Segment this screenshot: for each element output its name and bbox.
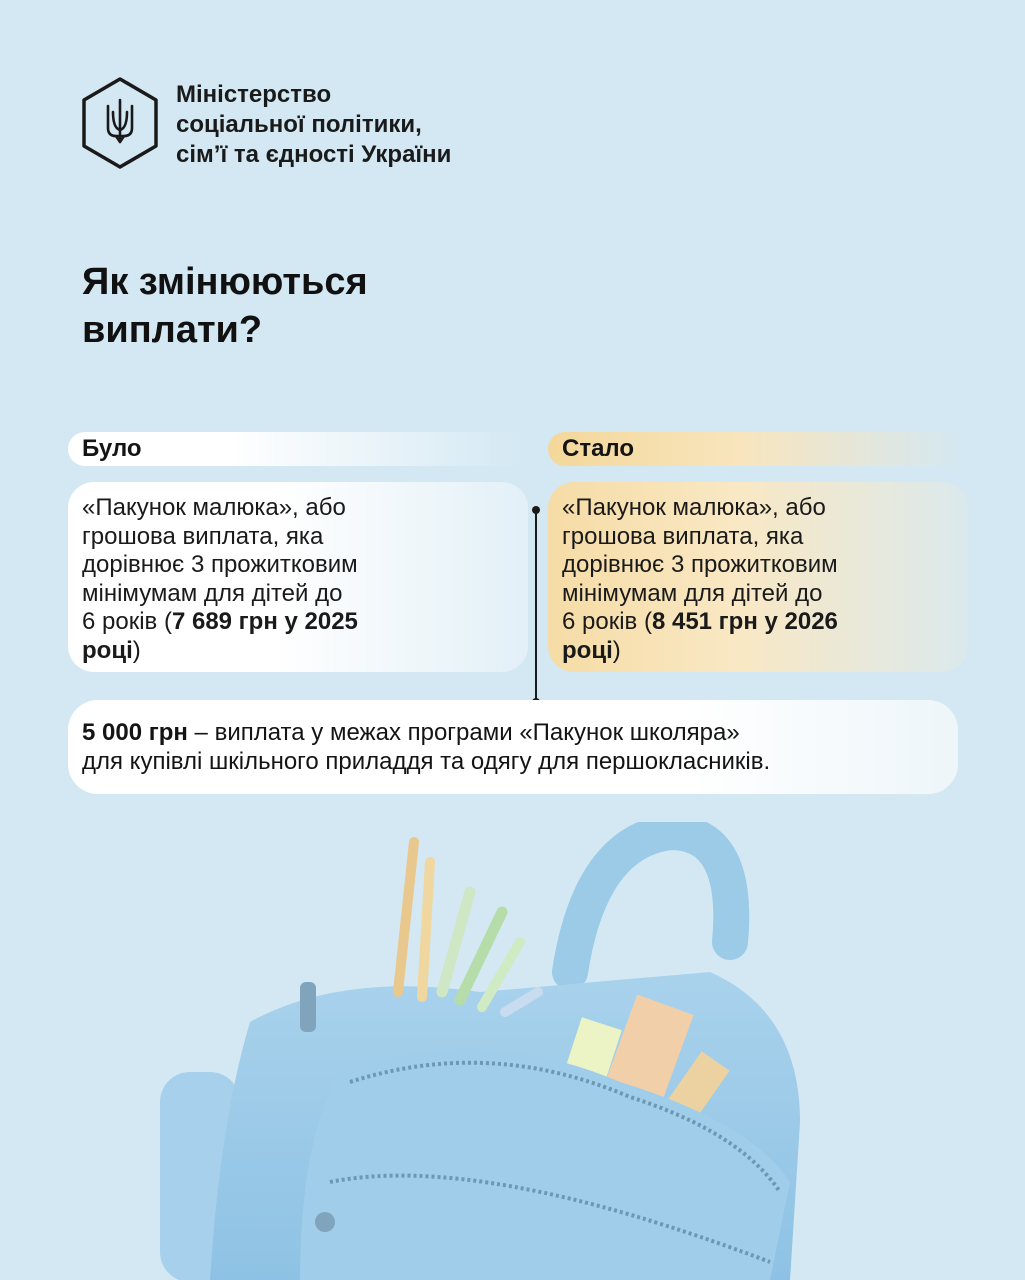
was-label: Було — [68, 432, 528, 466]
was-prefix: 6 років ( — [82, 608, 172, 635]
school-line1-rest: – виплата у межах програми «Пакунок школяра» — [187, 719, 740, 746]
ministry-name — [176, 80, 451, 170]
now-line — [562, 637, 968, 666]
school-line2: для купівлі шкільного приладдя та одягу для першокласників. — [82, 748, 771, 775]
now-line: мінімумам для дітей до — [562, 579, 823, 607]
was-suffix: ) — [132, 636, 141, 664]
ministry-name-line3: сім’ї та єдності України — [176, 141, 452, 168]
page-title — [82, 258, 368, 354]
now-line: грошова виплата, яка — [562, 522, 804, 550]
was-line: мінімумам для дітей до — [82, 579, 343, 607]
was-year-word: році — [82, 636, 133, 664]
was-line: «Пакунок малюка», або — [82, 494, 346, 521]
school-package-card — [68, 700, 958, 794]
ministry-name-line1: Міністерство — [176, 81, 332, 108]
ministry-logo-icon — [80, 76, 160, 170]
was-card — [68, 482, 528, 672]
was-line: дорівнює 3 прожитковим — [82, 551, 358, 578]
now-line: «Пакунок малюка», або — [562, 494, 826, 521]
was-line — [82, 637, 528, 666]
was-line: грошова виплата, яка — [82, 522, 324, 550]
page-title-line2: виплати? — [82, 309, 263, 351]
now-prefix: 6 років ( — [562, 608, 652, 635]
timeline-connector — [532, 506, 540, 706]
page-title-line1: Як змінюються — [82, 261, 368, 303]
now-line: дорівнює 3 прожитковим — [562, 551, 838, 578]
connector-dot-top — [532, 506, 540, 514]
was-amount: 7 689 грн у 2025 — [171, 608, 358, 635]
now-year-word: році — [562, 636, 613, 664]
now-amount: 8 451 грн у 2026 — [651, 608, 838, 635]
school-amount: 5 000 грн — [82, 719, 188, 746]
was-line — [82, 608, 528, 637]
now-suffix: ) — [612, 636, 621, 664]
backpack-illustration — [150, 822, 880, 1280]
now-card — [548, 482, 968, 672]
now-line — [562, 608, 968, 637]
now-label: Стало — [548, 432, 968, 466]
school-line1 — [82, 718, 958, 747]
ministry-name-line2: соціальної політики, — [176, 111, 422, 138]
